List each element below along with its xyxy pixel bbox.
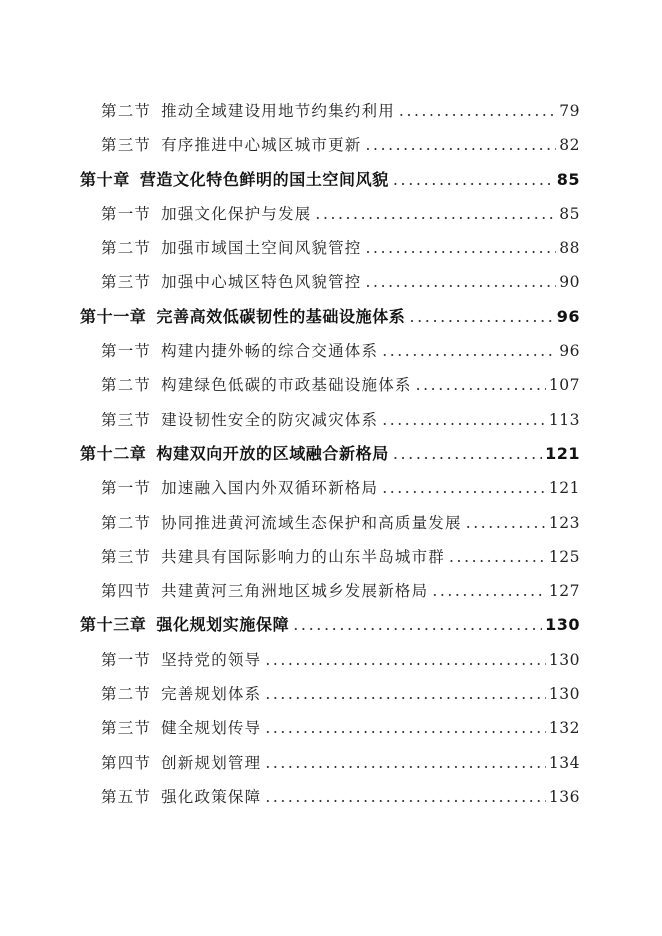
toc-entry-title: 强化政策保障 — [161, 787, 262, 806]
toc-entry-section[interactable] — [0, 506, 580, 540]
toc-entry-section[interactable] — [0, 746, 580, 780]
toc-entry-page: 125 — [548, 547, 580, 566]
toc-entry-number: 第十二章 — [80, 443, 147, 463]
toc-entry-page: 130 — [545, 615, 580, 635]
toc-entry-number: 第一节 — [101, 342, 152, 361]
toc-entry-title: 构建绿色低碳的市政基础设施体系 — [161, 376, 412, 395]
toc-entry-number: 第四节 — [101, 753, 152, 772]
toc-entry-number: 第一节 — [101, 479, 152, 498]
toc-entry-title: 健全规划传导 — [161, 719, 262, 738]
toc-entry-section[interactable] — [0, 265, 580, 299]
toc-entry-page: 113 — [548, 410, 580, 429]
toc-entry-title: 加强市域国土空间风貌管控 — [161, 239, 362, 258]
toc-entry-section[interactable] — [0, 128, 580, 162]
toc-entry-title: 坚持党的领导 — [161, 650, 262, 669]
toc-entry-page: 132 — [548, 719, 580, 738]
toc-entry-page: 134 — [548, 753, 580, 772]
toc-entry-number: 第三节 — [101, 410, 152, 429]
toc-entry-number: 第五节 — [101, 787, 152, 806]
toc-entry-number: 第一节 — [101, 204, 152, 223]
toc-entry-number: 第二节 — [101, 513, 152, 532]
toc-entry-section[interactable] — [0, 780, 580, 814]
toc-entry-number: 第二节 — [101, 239, 152, 258]
dot-leader — [393, 163, 554, 197]
toc-entry-section[interactable] — [0, 231, 580, 265]
toc-entry-title: 推动全域建设用地节约集约利用 — [161, 102, 395, 120]
dot-leader — [449, 540, 546, 574]
toc-entry-page: 127 — [548, 582, 580, 601]
dot-leader — [382, 471, 546, 505]
toc-entry-number: 第二节 — [101, 376, 152, 395]
toc-entry-section[interactable] — [0, 677, 580, 711]
toc-entry-section[interactable] — [0, 711, 580, 745]
toc-entry-title: 有序推进中心城区城市更新 — [161, 136, 362, 155]
dot-leader — [382, 403, 546, 437]
toc-entry-section[interactable] — [0, 403, 580, 437]
toc-entry-number: 第四节 — [101, 582, 152, 601]
toc-entry-page: 136 — [548, 787, 580, 806]
toc-entry-number: 第三节 — [101, 273, 152, 292]
toc-entry-section[interactable] — [0, 368, 580, 402]
toc-entry-title: 加强文化保护与发展 — [161, 204, 312, 223]
toc-entry-section[interactable] — [0, 471, 580, 505]
toc-entry-page: 130 — [548, 685, 580, 704]
dot-leader — [399, 94, 556, 128]
toc-entry-chapter[interactable] — [0, 608, 580, 642]
table-of-contents — [0, 94, 662, 814]
dot-leader — [315, 197, 556, 231]
toc-entry-page: 85 — [559, 204, 580, 223]
dot-leader — [265, 643, 546, 677]
toc-entry-section[interactable] — [0, 334, 580, 368]
toc-entry-page: 107 — [548, 376, 580, 395]
dot-leader — [265, 746, 546, 780]
toc-entry-chapter[interactable] — [0, 437, 580, 471]
toc-entry-page: 82 — [559, 136, 580, 155]
dot-leader — [393, 437, 542, 471]
toc-entry-page: 88 — [559, 239, 580, 258]
dot-leader — [382, 334, 556, 368]
dot-leader — [366, 128, 557, 162]
toc-entry-page: 85 — [556, 169, 580, 189]
toc-entry-number: 第十三章 — [80, 615, 147, 635]
dot-leader — [293, 608, 542, 642]
dot-leader — [265, 780, 546, 814]
toc-entry-page: 130 — [548, 650, 580, 669]
toc-entry-page: 90 — [559, 273, 580, 292]
toc-entry-page: 123 — [548, 513, 580, 532]
toc-entry-title: 加强中心城区特色风貌管控 — [161, 273, 362, 292]
toc-entry-section[interactable] — [0, 643, 580, 677]
toc-entry-title: 共建具有国际影响力的山东半岛城市群 — [161, 547, 446, 566]
toc-entry-number: 第三节 — [101, 547, 152, 566]
toc-entry-title: 加速融入国内外双循环新格局 — [161, 479, 379, 498]
toc-entry-number: 第二节 — [101, 685, 152, 704]
dot-leader — [265, 677, 546, 711]
toc-entry-title: 创新规划管理 — [161, 753, 262, 772]
toc-entry-title: 强化规划实施保障 — [156, 615, 290, 635]
toc-entry-page: 79 — [559, 102, 580, 120]
toc-entry-title: 完善规划体系 — [161, 685, 262, 704]
toc-entry-number: 第二节 — [101, 102, 152, 120]
toc-entry-section[interactable] — [0, 540, 580, 574]
toc-entry-section[interactable] — [0, 197, 580, 231]
toc-entry-page: 121 — [548, 479, 580, 498]
toc-entry-title: 共建黄河三角洲地区城乡发展新格局 — [161, 582, 429, 601]
toc-entry-section[interactable] — [0, 94, 580, 128]
toc-entry-page: 121 — [545, 443, 580, 463]
dot-leader — [416, 368, 546, 402]
toc-entry-number: 第一节 — [101, 650, 152, 669]
toc-entry-page: 96 — [559, 342, 580, 361]
toc-entry-title: 协同推进黄河流域生态保护和高质量发展 — [161, 513, 462, 532]
toc-entry-number: 第三节 — [101, 136, 152, 155]
toc-entry-chapter[interactable] — [0, 163, 580, 197]
dot-leader — [432, 574, 546, 608]
toc-entry-title: 构建内捷外畅的综合交通体系 — [161, 342, 379, 361]
dot-leader — [265, 711, 546, 745]
toc-entry-number: 第三节 — [101, 719, 152, 738]
toc-entry-chapter[interactable] — [0, 300, 580, 334]
toc-entry-title: 构建双向开放的区域融合新格局 — [156, 443, 389, 463]
toc-entry-number: 第十一章 — [80, 306, 147, 326]
toc-entry-number: 第十章 — [80, 169, 130, 189]
toc-entry-title: 建设韧性安全的防灾减灾体系 — [161, 410, 379, 429]
dot-leader — [366, 231, 557, 265]
toc-entry-title: 营造文化特色鲜明的国土空间风貌 — [139, 169, 389, 189]
toc-entry-page: 96 — [556, 306, 580, 326]
toc-entry-title: 完善高效低碳韧性的基础设施体系 — [156, 306, 406, 326]
dot-leader — [466, 506, 546, 540]
dot-leader — [366, 265, 557, 299]
toc-entry-section[interactable] — [0, 574, 580, 608]
dot-leader — [409, 300, 553, 334]
